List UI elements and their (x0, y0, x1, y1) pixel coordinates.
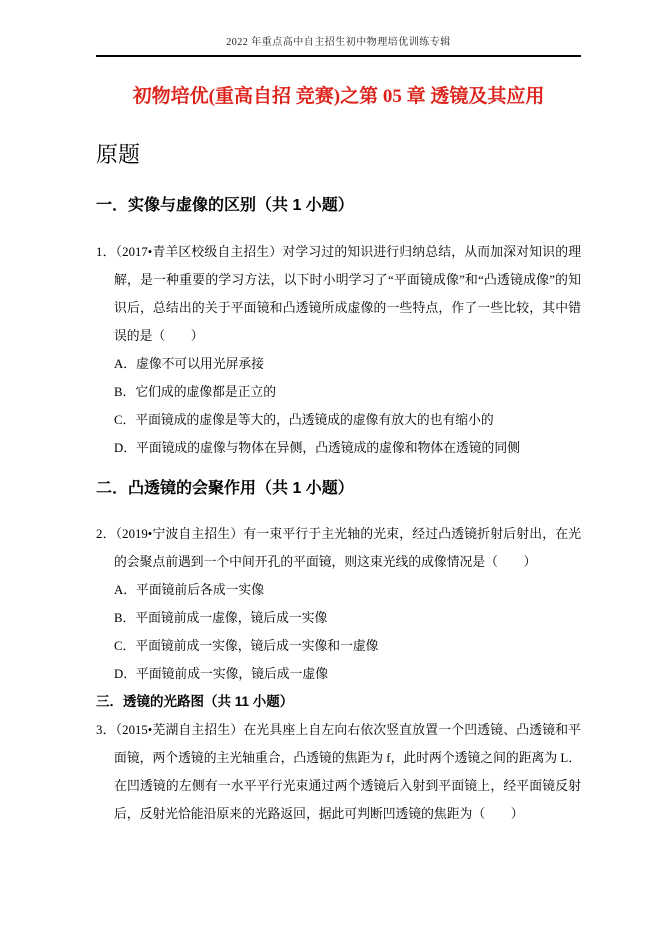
question-1 (96, 238, 581, 462)
header-rule (96, 55, 581, 57)
running-header-text: 2022 年重点高中自主招生初中物理培优训练专辑 (226, 37, 451, 48)
section-lens-ray-diagram (96, 692, 581, 828)
question-1-stem: 1．（2017•青羊区校级自主招生）对学习过的知识进行归纳总结，从而加深对知识的理解，是一种重要的学习方法，以下时小明学习了“平面镜成像”和“凸透镜成像”的知识后，总结出的关于平面镜和凸透镜所成虚像的一些特点，作了一些比较，其中错误的是（ ） (96, 245, 581, 343)
question-1-option-d: D．平面镜成的虚像与物体在异侧，凸透镜成的虚像和物体在透镜的同侧 (114, 441, 520, 455)
question-3-stem: 3．（2015•芜湖自主招生）在光具座上自左向右依次竖直放置一个凹透镜、凸透镜和平面镜，两个透镜的主光轴重合，凸透镜的焦距为 f，此时两个透镜之间的距离为 L．在凹透镜的左侧有一水平平行光束通过两个透镜后入射到平面镜上，经平面镜反射后，反射光恰能沿原来的光路返回，据此可判断凹透镜的焦距为（ ） (96, 723, 581, 821)
question-2-option-a: A．平面镜前后各成一实像 (114, 583, 265, 597)
section-3-heading: 三．透镜的光路图（共 11 小题） (96, 694, 294, 709)
question-2 (96, 520, 581, 688)
question-2-stem: 2．（2019•宁波自主招生）有一束平行于主光轴的光束，经过凸透镜折射后射出，在光的会聚点前遇到一个中间开孔的平面镜，则这束光线的成像情况是（ ） (96, 527, 581, 569)
original-questions-heading: 原题 (96, 142, 141, 167)
question-2-option-b: B．平面镜前成一虚像，镜后成一实像 (114, 611, 328, 625)
document-title: 初物培优(重高自招 竞赛)之第 05 章 透镜及其应用 (132, 86, 545, 107)
section-1-heading: 一．实像与虚像的区别（共 1 小题） (96, 197, 354, 214)
question-1-option-c: C．平面镜成的虚像是等大的，凸透镜成的虚像有放大的也有缩小的 (114, 413, 494, 427)
section-real-vs-virtual-image (96, 195, 581, 462)
section-convex-lens-converging (96, 478, 581, 688)
question-2-option-c: C．平面镜前成一实像，镜后成一实像和一虚像 (114, 639, 379, 653)
question-1-option-b: B．它们成的虚像都是正立的 (114, 385, 277, 399)
question-1-option-a: A．虚像不可以用光屏承接 (114, 357, 265, 371)
section-2-heading: 二．凸透镜的会聚作用（共 1 小题） (96, 480, 354, 497)
question-3 (96, 716, 581, 828)
running-header (96, 36, 581, 50)
question-2-option-d: D．平面镜前成一实像，镜后成一虚像 (114, 667, 328, 681)
